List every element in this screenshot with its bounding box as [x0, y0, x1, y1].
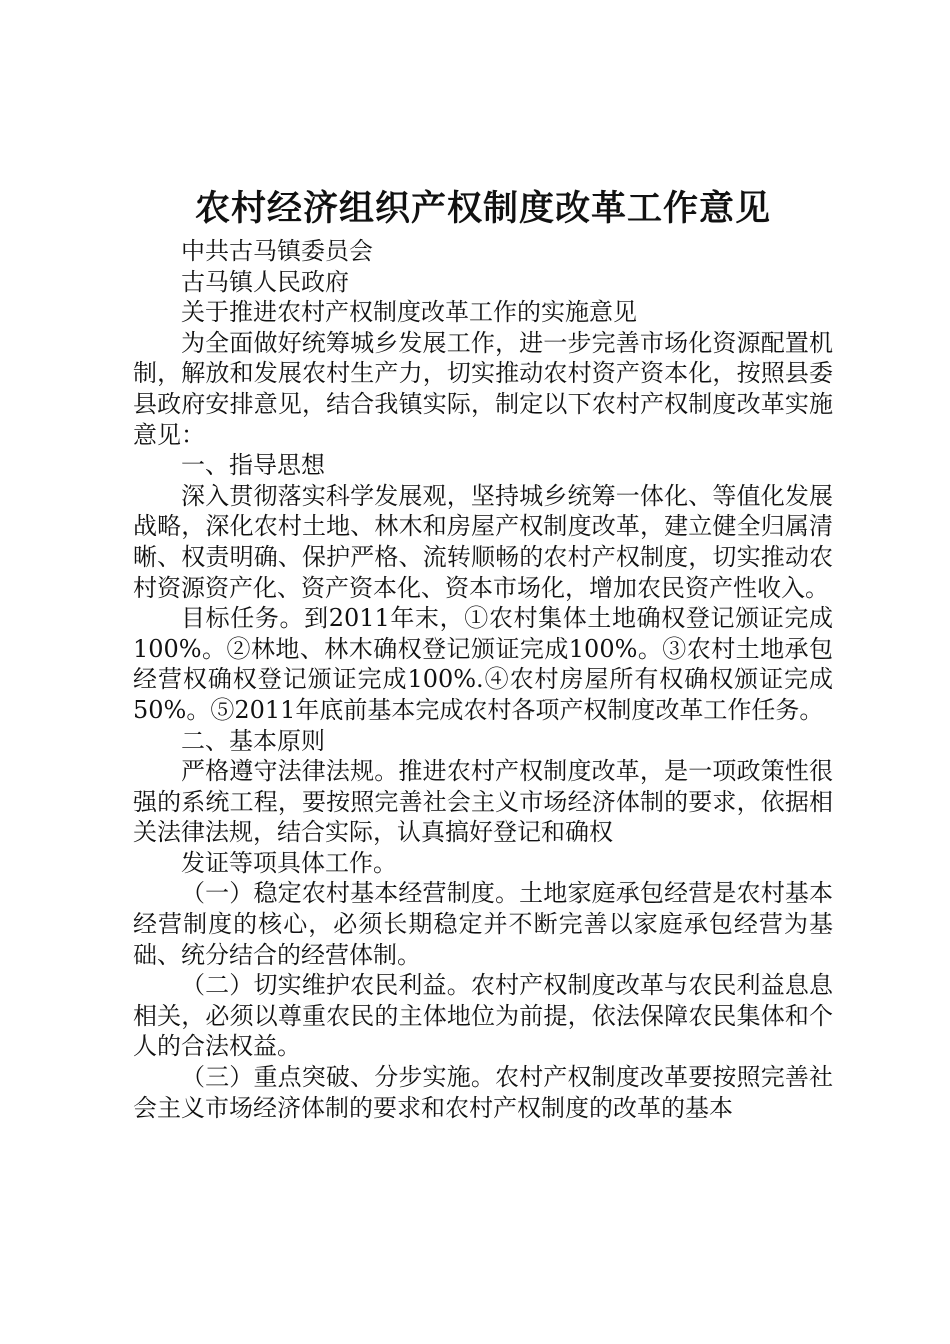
issuer-party-committee: 中共古马镇委员会 — [181, 237, 373, 265]
principle-1-paragraph: （一）稳定农村基本经营制度。土地家庭承包经营是农村基本经营制度的核心，必须长期稳定并不断完善以家庭承包经营为基础、统分结合的经营体制。 — [133, 879, 833, 969]
targets-paragraph: 目标任务。到2011年末，①农村集体土地确权登记颁证完成100%。②林地、林木确权登记颁证完成100%。③农村土地承包经营权确权登记颁证完成100%.④农村房屋所有权确权颁证完成50%。⑤2011年底前基本完成农村各项产权制度改革工作任务。 — [133, 604, 833, 724]
principle-law-paragraph: 严格遵守法律法规。推进农村产权制度改革，是一项政策性很强的系统工程，要按照完善社会主义市场经济体制的要求，依据相关法律法规，结合实际，认真搞好登记和确权 — [133, 757, 833, 847]
document-title: 农村经济组织产权制度改革工作意见 — [194, 189, 771, 229]
intro-paragraph: 为全面做好统筹城乡发展工作，进一步完善市场化资源配置机制，解放和发展农村生产力，切实推动农村资产资本化，按照县委县政府安排意见，结合我镇实际，制定以下农村产权制度改革实施意见： — [133, 328, 833, 449]
principle-law-continuation: 发证等项具体工作。 — [181, 848, 397, 877]
document-page — [133, 186, 833, 1123]
section-heading-basic-principles: 二、基本原则 — [181, 726, 325, 755]
principle-2-paragraph: （二）切实维护农民利益。农村产权制度改革与农民利益息息相关，必须以尊重农民的主体地位为前提，依法保障农民集体和个人的合法权益。 — [133, 971, 833, 1061]
guiding-ideology-paragraph: 深入贯彻落实科学发展观，坚持城乡统筹一体化、等值化发展战略，深化农村土地、林木和房屋产权制度改革，建立健全归属清晰、权责明确、保护严格、流转顺畅的农村产权制度，切实推动农村资源资产化、资产资本化、资本市场化，增加农民资产性收入。 — [133, 481, 833, 602]
document-body — [133, 236, 833, 1123]
principle-3-paragraph: （三）重点突破、分步实施。农村产权制度改革要按照完善社会主义市场经济体制的要求和农村产权制度的改革的基本 — [133, 1063, 833, 1122]
document-subtitle: 关于推进农村产权制度改革工作的实施意见 — [181, 298, 637, 327]
section-heading-guiding-ideology: 一、指导思想 — [181, 451, 325, 480]
issuer-town-government: 古马镇人民政府 — [181, 267, 349, 296]
